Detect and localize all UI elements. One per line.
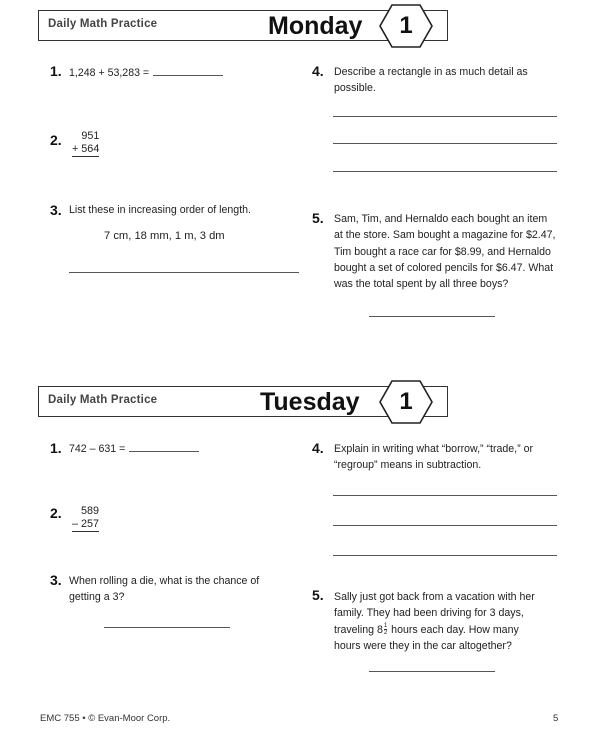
addition-problem xyxy=(72,130,99,157)
question-text: When rolling a die, what is the chance of getting a 3? xyxy=(69,575,260,604)
answer-line[interactable] xyxy=(104,627,230,628)
answer-line[interactable] xyxy=(333,116,557,117)
question-text: Sam, Tim, and Hernaldo each bought an item at the store. Sam bought a magazine for $2.47, Tim bought a race car for $8.99, and Hernaldo bought a set of colored pencils for $6.47. What was the total spent by all three boys? xyxy=(334,213,556,291)
question-1 xyxy=(69,441,199,457)
question-1 xyxy=(69,65,223,81)
header-label: Daily Math Practice xyxy=(48,18,158,30)
bottom-number: + 564 xyxy=(72,143,100,155)
question-text xyxy=(334,589,548,654)
question-text: 742 – 631 = xyxy=(69,443,126,455)
question-text-part: Sally just got back from a vacation with her family. They had been driving for 3 days, traveling 8 xyxy=(334,591,535,636)
answer-line[interactable] xyxy=(129,451,199,452)
question-number: 4. xyxy=(312,63,324,79)
footer-copyright: EMC 755 • © Evan-Moor Corp. xyxy=(40,713,171,724)
question-number: 1. xyxy=(50,440,62,456)
answer-line[interactable] xyxy=(369,671,495,672)
question-text: List these in increasing order of length. xyxy=(69,204,251,216)
question-text: 1,248 + 53,283 = xyxy=(69,67,150,79)
question-number: 3. xyxy=(50,202,62,218)
subtraction-problem xyxy=(72,505,99,532)
question-number: 1. xyxy=(50,63,62,79)
question-number: 5. xyxy=(312,210,324,226)
question-number: 4. xyxy=(312,440,324,456)
day-number: 1 xyxy=(399,388,413,415)
fraction-numerator: 1 xyxy=(383,623,388,630)
length-list: 7 cm, 18 mm, 1 m, 3 dm xyxy=(104,230,225,242)
day-title: Monday xyxy=(268,12,363,40)
bottom-number: – 257 xyxy=(72,518,100,530)
hexagon-badge xyxy=(379,380,433,424)
question-number: 2. xyxy=(50,132,62,148)
top-number: 589 xyxy=(81,505,100,517)
answer-line[interactable] xyxy=(369,316,495,317)
hexagon-badge xyxy=(379,4,433,48)
question-number: 5. xyxy=(312,587,324,603)
page-number: 5 xyxy=(553,713,559,724)
answer-line[interactable] xyxy=(333,143,557,144)
tuesday-header xyxy=(38,386,448,417)
question-number: 2. xyxy=(50,505,62,521)
answer-line[interactable] xyxy=(333,495,557,496)
day-title: Tuesday xyxy=(260,388,360,416)
day-number: 1 xyxy=(399,12,413,39)
top-number: 951 xyxy=(81,130,100,142)
question-text: Describe a rectangle in as much detail as possible. xyxy=(334,66,528,95)
monday-header xyxy=(38,10,448,41)
answer-line[interactable] xyxy=(333,525,557,526)
answer-line[interactable] xyxy=(333,171,557,172)
answer-line[interactable] xyxy=(333,555,557,556)
question-text: Explain in writing what “borrow,” “trade,” or “regroup” means in subtraction. xyxy=(334,443,533,472)
question-text-part: hours each day. How many hours were they in the car altogether? xyxy=(334,623,519,652)
question-number: 3. xyxy=(50,572,62,588)
header-label: Daily Math Practice xyxy=(48,394,158,406)
fraction-denominator: 2 xyxy=(383,630,388,637)
answer-line[interactable] xyxy=(153,75,223,76)
answer-line[interactable] xyxy=(69,272,299,273)
fraction xyxy=(384,623,387,636)
